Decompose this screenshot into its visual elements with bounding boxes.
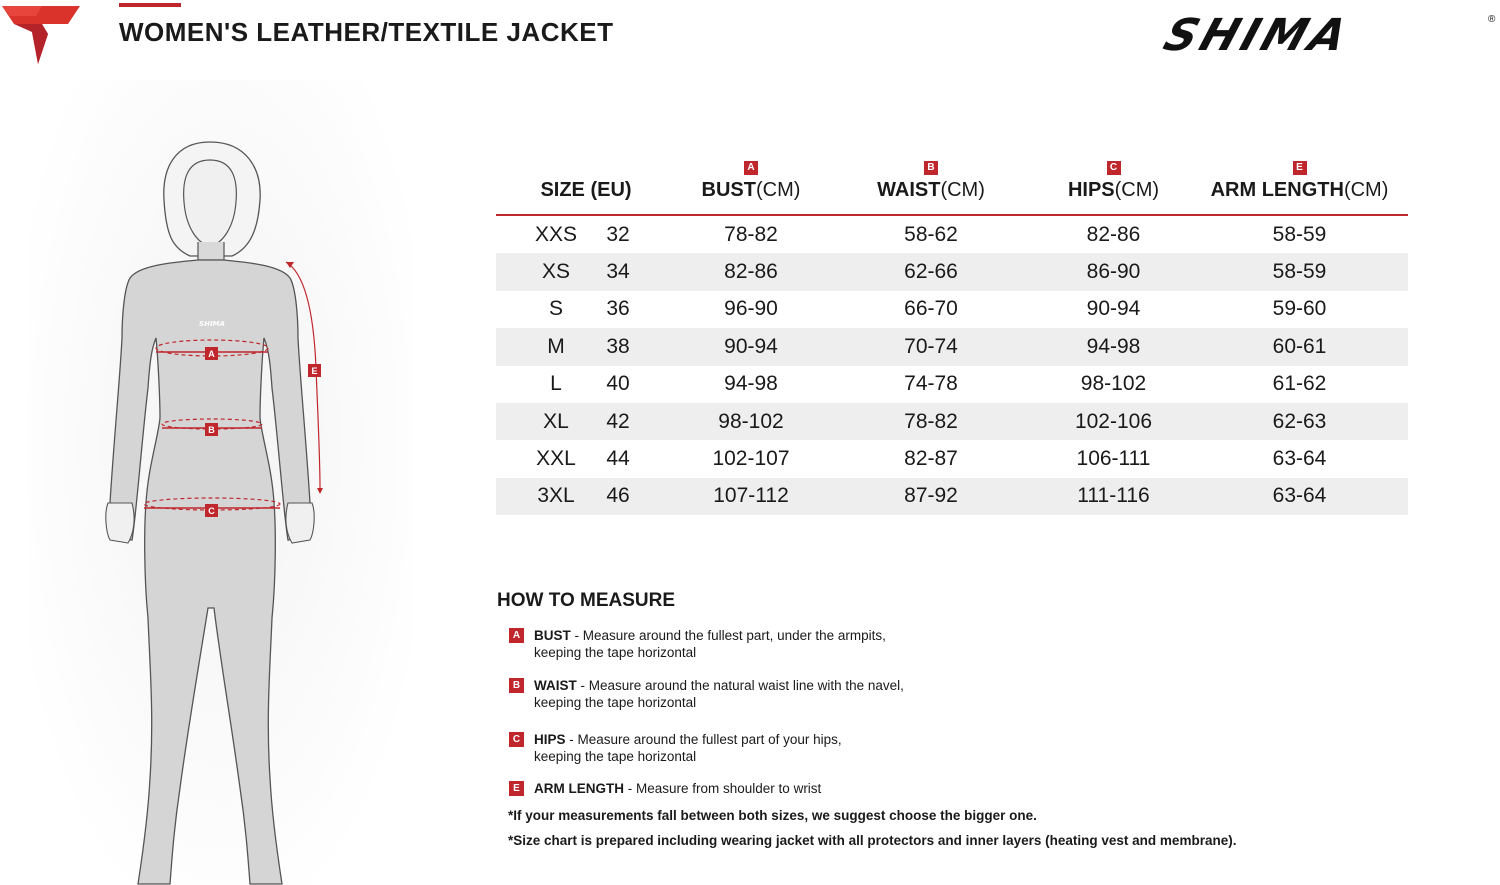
waist-cell: 62-66: [826, 253, 1036, 290]
table-header-row: [496, 150, 1408, 215]
chest-logo: SHIMA: [199, 320, 225, 328]
measure-badge-b: B: [509, 678, 524, 693]
waist-cell: 70-74: [826, 328, 1036, 365]
shima-logo: SHIMA: [1157, 10, 1358, 61]
bust-cell: 78-82: [724, 222, 778, 246]
table-row: [496, 291, 1408, 328]
header-badge-b: B: [924, 161, 938, 175]
bust-cell: 107-112: [676, 478, 826, 515]
measure-text-bust: BUST - Measure around the fullest part, under the armpits, keeping the tape horizontal: [534, 628, 886, 660]
waist-cell: 82-87: [904, 447, 958, 471]
table-row: [496, 215, 1408, 253]
header-size: SIZE (EU): [496, 150, 676, 215]
registered-mark: ®: [1488, 14, 1496, 25]
woman-measurement-figure: [100, 138, 330, 885]
arm-cell: 58-59: [1272, 222, 1327, 246]
marker-b: B: [208, 425, 215, 435]
bust-cell: 98-102: [676, 403, 826, 440]
size-cell: 3XL 46: [496, 478, 676, 515]
hips-cell: 82-86: [1086, 222, 1141, 246]
hips-cell: 94-98: [1036, 328, 1191, 365]
bust-cell: 96-90: [724, 297, 778, 321]
arm-cell: 59-60: [1272, 297, 1327, 321]
header-arm-length: E ARM LENGTH(CM): [1191, 150, 1408, 215]
bust-cell: 102-107: [712, 447, 790, 471]
header-badge-a: A: [744, 161, 758, 175]
size-cell: XS 34: [496, 253, 676, 290]
arm-cell: 61-62: [1272, 372, 1327, 396]
measure-badge-e: E: [509, 781, 524, 796]
arm-cell: 60-61: [1191, 328, 1408, 365]
table-row: [496, 328, 1408, 365]
hips-cell: 102-106: [1036, 403, 1191, 440]
note-between-sizes: *If your measurements fall between both sizes, we suggest choose the bigger one.: [508, 808, 1037, 823]
table-row: [496, 366, 1408, 403]
marker-c: C: [208, 506, 215, 516]
size-chart-table: [496, 150, 1408, 515]
title-accent-bar: [119, 3, 181, 7]
header-badge-c: C: [1107, 161, 1121, 175]
marker-e: E: [311, 366, 318, 376]
measure-text-waist: WAIST - Measure around the natural waist line with the navel, keeping the tape horizontal: [534, 678, 904, 710]
size-cell: L 40: [550, 372, 630, 396]
size-cell: XXS 32: [534, 222, 630, 246]
size-cell: XXL 44: [536, 447, 630, 471]
waist-cell: 78-82: [826, 403, 1036, 440]
arm-cell: 63-64: [1191, 478, 1408, 515]
size-cell: S 36: [548, 297, 630, 321]
arm-cell: 63-64: [1272, 447, 1327, 471]
arm-cell: 58-59: [1191, 253, 1408, 290]
page-title: WOMEN'S LEATHER/TEXTILE JACKET: [119, 17, 614, 47]
note-size-chart-prepared: *Size chart is prepared including wearing jacket with all protectors and inner layers (heating vest and membrane).: [508, 833, 1237, 848]
measure-badge-c: C: [509, 732, 524, 747]
measure-text-hips: HIPS - Measure around the fullest part of your hips, keeping the tape horizontal: [534, 732, 842, 764]
shima-brand-mark-icon: [2, 2, 80, 66]
bust-cell: 82-86: [676, 253, 826, 290]
size-cell: M 38: [496, 328, 676, 365]
header-hips: C HIPS(CM): [1036, 150, 1191, 215]
bust-cell: 94-98: [724, 372, 778, 396]
measure-badge-a: A: [509, 628, 524, 643]
hips-cell: 90-94: [1086, 297, 1141, 321]
arm-cell: 62-63: [1191, 403, 1408, 440]
hips-cell: 106-111: [1076, 447, 1151, 471]
waist-cell: 58-62: [904, 222, 958, 246]
how-to-measure-heading: HOW TO MEASURE: [497, 590, 676, 611]
waist-cell: 66-70: [904, 297, 958, 321]
hips-cell: 86-90: [1036, 253, 1191, 290]
waist-cell: 74-78: [904, 372, 958, 396]
marker-a: A: [208, 349, 215, 359]
hips-cell: 111-116: [1036, 478, 1191, 515]
header-badge-e: E: [1293, 161, 1307, 175]
table-row: [496, 440, 1408, 477]
waist-cell: 87-92: [826, 478, 1036, 515]
measure-text-arm-length: ARM LENGTH - Measure from shoulder to wrist: [534, 781, 822, 796]
table-row: [496, 478, 1408, 515]
header-waist: B WAIST(CM): [826, 150, 1036, 215]
table-row: [496, 253, 1408, 290]
hips-cell: 98-102: [1080, 372, 1147, 396]
header-bust: A BUST(CM): [676, 150, 826, 215]
table-row: [496, 403, 1408, 440]
bust-cell: 90-94: [676, 328, 826, 365]
size-cell: XL 42: [496, 403, 676, 440]
